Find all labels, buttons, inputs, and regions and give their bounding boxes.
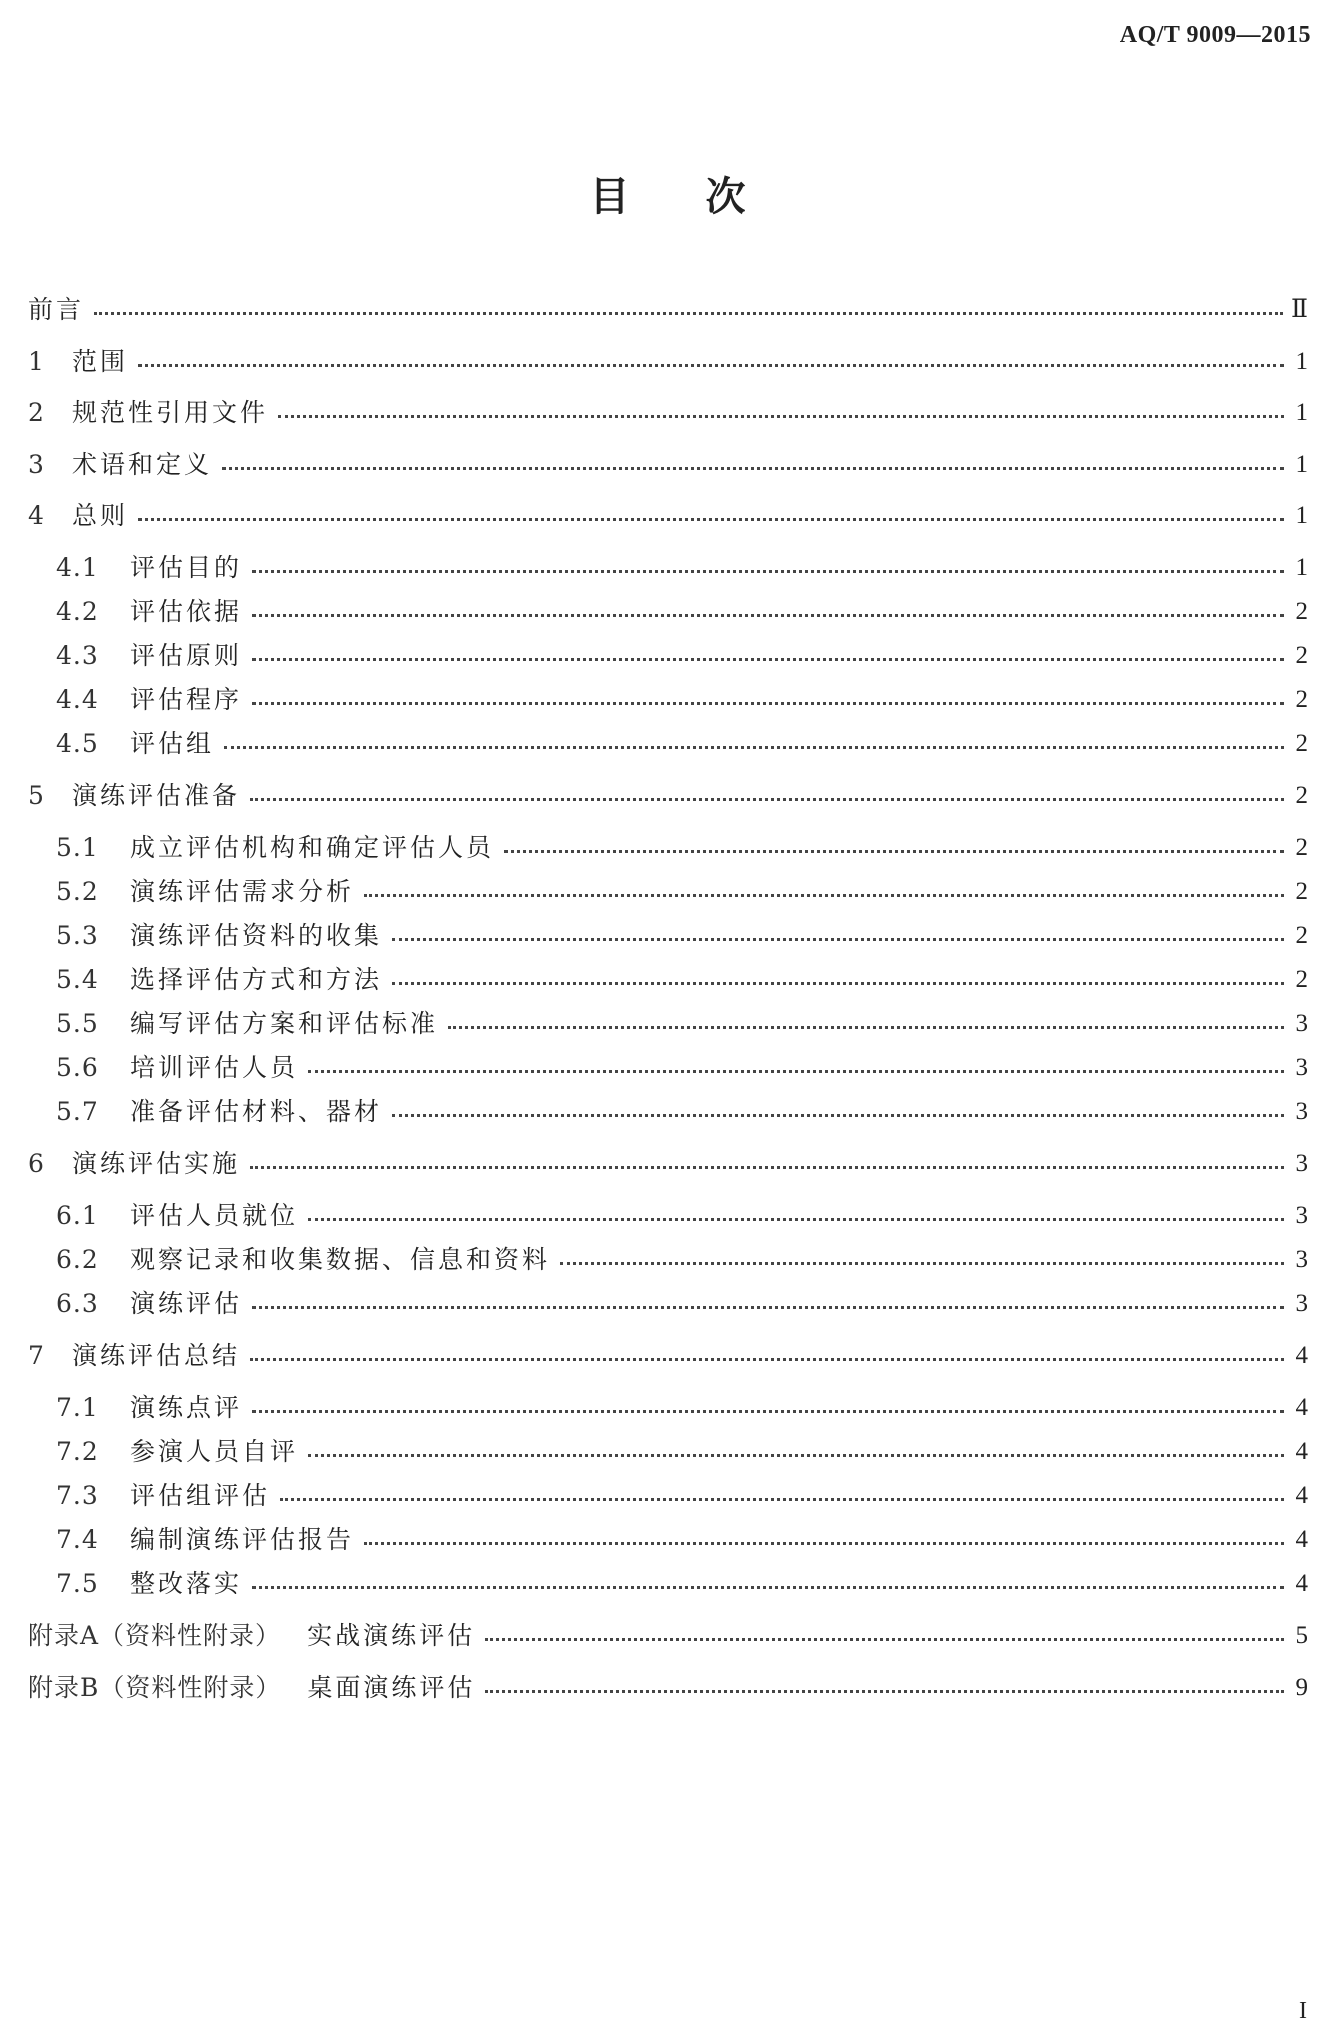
toc-entry-page: 2 xyxy=(1295,966,1308,993)
toc-entry[interactable] xyxy=(56,1390,1308,1426)
toc-entry-number: 4.1 xyxy=(56,553,99,582)
toc-entry-title: 编制演练评估报告 xyxy=(130,1525,355,1554)
toc-entry-number: 5.7 xyxy=(56,1097,99,1126)
toc-entry-page: 2 xyxy=(1295,782,1308,809)
toc-dot-leader xyxy=(250,798,1284,801)
toc-dot-leader xyxy=(222,467,1284,470)
toc-entry[interactable] xyxy=(28,1338,1308,1374)
toc-entry-number: 4.2 xyxy=(56,597,99,626)
toc-entry-number: 4.3 xyxy=(56,641,99,670)
toc-entry-title: 术语和定义 xyxy=(72,450,213,479)
toc-entry-number: 5.2 xyxy=(56,877,99,906)
toc-entry-number: 5.5 xyxy=(56,1009,99,1038)
toc-entry-page: 3 xyxy=(1295,1054,1308,1081)
toc-entry-page: 2 xyxy=(1295,878,1308,905)
toc-dot-leader xyxy=(252,614,1284,617)
toc-entry-title: 总则 xyxy=(72,501,129,530)
toc-entry[interactable] xyxy=(56,1198,1308,1234)
toc-entry-title: 评估目的 xyxy=(130,553,243,582)
toc-entry[interactable] xyxy=(56,550,1308,586)
toc-entry-page: 1 xyxy=(1295,451,1308,478)
toc-dot-leader xyxy=(138,364,1284,367)
toc-entry-title: 演练评估资料的收集 xyxy=(130,921,383,950)
toc-entry-page: 4 xyxy=(1295,1570,1308,1597)
toc-entry-title: 评估人员就位 xyxy=(130,1201,299,1230)
toc-entry-page: 4 xyxy=(1295,1526,1308,1553)
toc-entry-page: 2 xyxy=(1295,834,1308,861)
toc-entry-page: 2 xyxy=(1295,922,1308,949)
toc-dot-leader xyxy=(252,702,1284,705)
toc-dot-leader xyxy=(224,746,1284,749)
toc-entry-number: 3 xyxy=(28,450,45,479)
toc-entry-number: 6.3 xyxy=(56,1289,99,1318)
toc-entry-title: 演练评估准备 xyxy=(72,781,241,810)
toc-dot-leader xyxy=(94,312,1283,315)
toc-entry-title: 规范性引用文件 xyxy=(72,398,269,427)
toc-dot-leader xyxy=(250,1358,1284,1361)
toc-dot-leader xyxy=(278,415,1284,418)
page-number: I xyxy=(1299,1998,1307,2024)
toc-entry[interactable] xyxy=(56,682,1308,718)
toc-dot-leader xyxy=(560,1262,1284,1265)
toc-entry-page: 1 xyxy=(1295,348,1308,375)
toc-entry-title: 选择评估方式和方法 xyxy=(130,965,383,994)
toc-entry[interactable] xyxy=(56,1006,1308,1042)
toc-entry-page: 1 xyxy=(1295,399,1308,426)
toc-entry[interactable] xyxy=(56,1522,1308,1558)
toc-entry-page: 4 xyxy=(1295,1394,1308,1421)
toc-entry-number: 5.3 xyxy=(56,921,99,950)
toc-entry-appendix[interactable] xyxy=(28,1670,1308,1706)
toc-entry-page: Ⅱ xyxy=(1291,296,1308,323)
toc-entry-title: 编写评估方案和评估标准 xyxy=(130,1009,439,1038)
toc-dot-leader xyxy=(364,894,1284,897)
toc-dot-leader xyxy=(485,1690,1284,1693)
toc-entry-appendix[interactable] xyxy=(28,1618,1308,1654)
toc-entry-number: 4.4 xyxy=(56,685,99,714)
toc-dot-leader xyxy=(252,1586,1284,1589)
toc-entry-number: 4.5 xyxy=(56,729,99,758)
toc-entry-title: 桌面演练评估 xyxy=(307,1673,476,1702)
toc-entry-title: 演练评估需求分析 xyxy=(130,877,355,906)
toc-dot-leader xyxy=(392,1114,1284,1117)
toc-entry-number: 7.2 xyxy=(56,1437,99,1466)
toc-entry[interactable] xyxy=(56,830,1308,866)
toc-entry-number: 附录A（资料性附录） xyxy=(28,1621,282,1650)
toc-dot-leader xyxy=(138,518,1284,521)
toc-entry[interactable] xyxy=(28,447,1308,483)
toc-entry-title: 范围 xyxy=(72,347,129,376)
toc-dot-leader xyxy=(504,850,1284,853)
toc-entry-number: 4 xyxy=(28,501,45,530)
toc-dot-leader xyxy=(252,1410,1284,1413)
toc-entry-page: 3 xyxy=(1295,1150,1308,1177)
toc-entry-title: 演练评估 xyxy=(130,1289,243,1318)
toc-entry-number: 7.1 xyxy=(56,1393,99,1422)
toc-entry[interactable] xyxy=(56,962,1308,998)
toc-entry[interactable] xyxy=(56,1094,1308,1130)
toc-entry-title: 评估原则 xyxy=(130,641,243,670)
toc-entry[interactable] xyxy=(56,1050,1308,1086)
toc-dot-leader xyxy=(308,1070,1284,1073)
toc-entry[interactable] xyxy=(28,778,1308,814)
toc-entry-page: 2 xyxy=(1295,598,1308,625)
toc-entry-number: 6.2 xyxy=(56,1245,99,1274)
toc-entry-number: 2 xyxy=(28,398,45,427)
toc-entry-page: 5 xyxy=(1295,1622,1308,1649)
toc-entry-title: 评估依据 xyxy=(130,597,243,626)
toc-entry-page: 9 xyxy=(1295,1674,1308,1701)
toc-entry-number: 附录B（资料性附录） xyxy=(28,1673,282,1702)
toc-entry-page: 4 xyxy=(1295,1482,1308,1509)
toc-dot-leader xyxy=(252,658,1284,661)
toc-entry-page: 3 xyxy=(1295,1202,1308,1229)
toc-dot-leader xyxy=(308,1454,1284,1457)
toc-entry[interactable] xyxy=(56,726,1308,762)
toc-entry-title: 演练评估总结 xyxy=(72,1341,241,1370)
toc-entry[interactable] xyxy=(28,498,1308,534)
toc-entry-page: 3 xyxy=(1295,1290,1308,1317)
toc-entry-number: 7.4 xyxy=(56,1525,99,1554)
toc-entry-title: 参演人员自评 xyxy=(130,1437,299,1466)
toc-entry-number: 7.3 xyxy=(56,1481,99,1510)
toc-entry-page: 2 xyxy=(1295,730,1308,757)
toc-dot-leader xyxy=(485,1638,1284,1641)
toc-dot-leader xyxy=(308,1218,1284,1221)
toc-entry-number: 7.5 xyxy=(56,1569,99,1598)
toc-entry-title: 成立评估机构和确定评估人员 xyxy=(130,833,495,862)
toc-title: 目次 xyxy=(589,174,822,220)
toc-dot-leader xyxy=(252,570,1284,573)
toc-entry[interactable] xyxy=(56,918,1308,954)
toc-entry-number: 7 xyxy=(28,1341,45,1370)
toc-entry[interactable] xyxy=(56,638,1308,674)
toc-entry-page: 1 xyxy=(1295,502,1308,529)
toc-entry-title: 评估组 xyxy=(130,729,215,758)
toc-entry-title: 整改落实 xyxy=(130,1569,243,1598)
toc-entry[interactable] xyxy=(28,395,1308,431)
toc-entry-title: 演练点评 xyxy=(130,1393,243,1422)
toc-entry-number: 6.1 xyxy=(56,1201,99,1230)
toc-entry-number: 6 xyxy=(28,1149,45,1178)
toc-entry-page: 2 xyxy=(1295,642,1308,669)
toc-dot-leader xyxy=(364,1542,1284,1545)
toc-dot-leader xyxy=(280,1498,1284,1501)
toc-entry-title: 准备评估材料、器材 xyxy=(130,1097,383,1126)
toc-entry[interactable] xyxy=(56,1478,1308,1514)
toc-entry[interactable] xyxy=(56,594,1308,630)
toc-entry-page: 4 xyxy=(1295,1438,1308,1465)
toc-entry-title: 培训评估人员 xyxy=(130,1053,299,1082)
toc-entry-title: 前言 xyxy=(28,295,85,324)
toc-entry-page: 3 xyxy=(1295,1010,1308,1037)
toc-dot-leader xyxy=(250,1166,1284,1169)
toc-dot-leader xyxy=(392,982,1284,985)
toc-entry-page: 3 xyxy=(1295,1246,1308,1273)
toc-entry-number: 5.6 xyxy=(56,1053,99,1082)
toc-entry-page: 1 xyxy=(1295,554,1308,581)
toc-entry[interactable] xyxy=(28,1146,1308,1182)
toc-entry-number: 5.1 xyxy=(56,833,99,862)
toc-entry-number: 1 xyxy=(28,347,45,376)
toc-dot-leader xyxy=(392,938,1284,941)
toc-entry[interactable] xyxy=(28,344,1308,380)
toc-entry-number: 5.4 xyxy=(56,965,99,994)
toc-entry-number: 5 xyxy=(28,781,45,810)
toc-entry[interactable] xyxy=(56,1434,1308,1470)
toc-entry-page: 4 xyxy=(1295,1342,1308,1369)
toc-entry-title: 观察记录和收集数据、信息和资料 xyxy=(130,1245,551,1274)
toc-dot-leader xyxy=(448,1026,1284,1029)
toc-entry[interactable] xyxy=(28,292,1308,328)
toc-entry[interactable] xyxy=(56,1242,1308,1278)
toc-dot-leader xyxy=(252,1306,1284,1309)
toc-entry-title: 评估组评估 xyxy=(130,1481,271,1510)
toc-entry-title: 演练评估实施 xyxy=(72,1149,241,1178)
toc-entry-title: 实战演练评估 xyxy=(307,1621,476,1650)
toc-entry[interactable] xyxy=(56,874,1308,910)
toc-entry-page: 3 xyxy=(1295,1098,1308,1125)
toc-entry[interactable] xyxy=(56,1566,1308,1602)
toc-entry[interactable] xyxy=(56,1286,1308,1322)
document-code: AQ/T 9009—2015 xyxy=(1119,22,1311,48)
toc-entry-title: 评估程序 xyxy=(130,685,243,714)
toc-entry-page: 2 xyxy=(1295,686,1308,713)
